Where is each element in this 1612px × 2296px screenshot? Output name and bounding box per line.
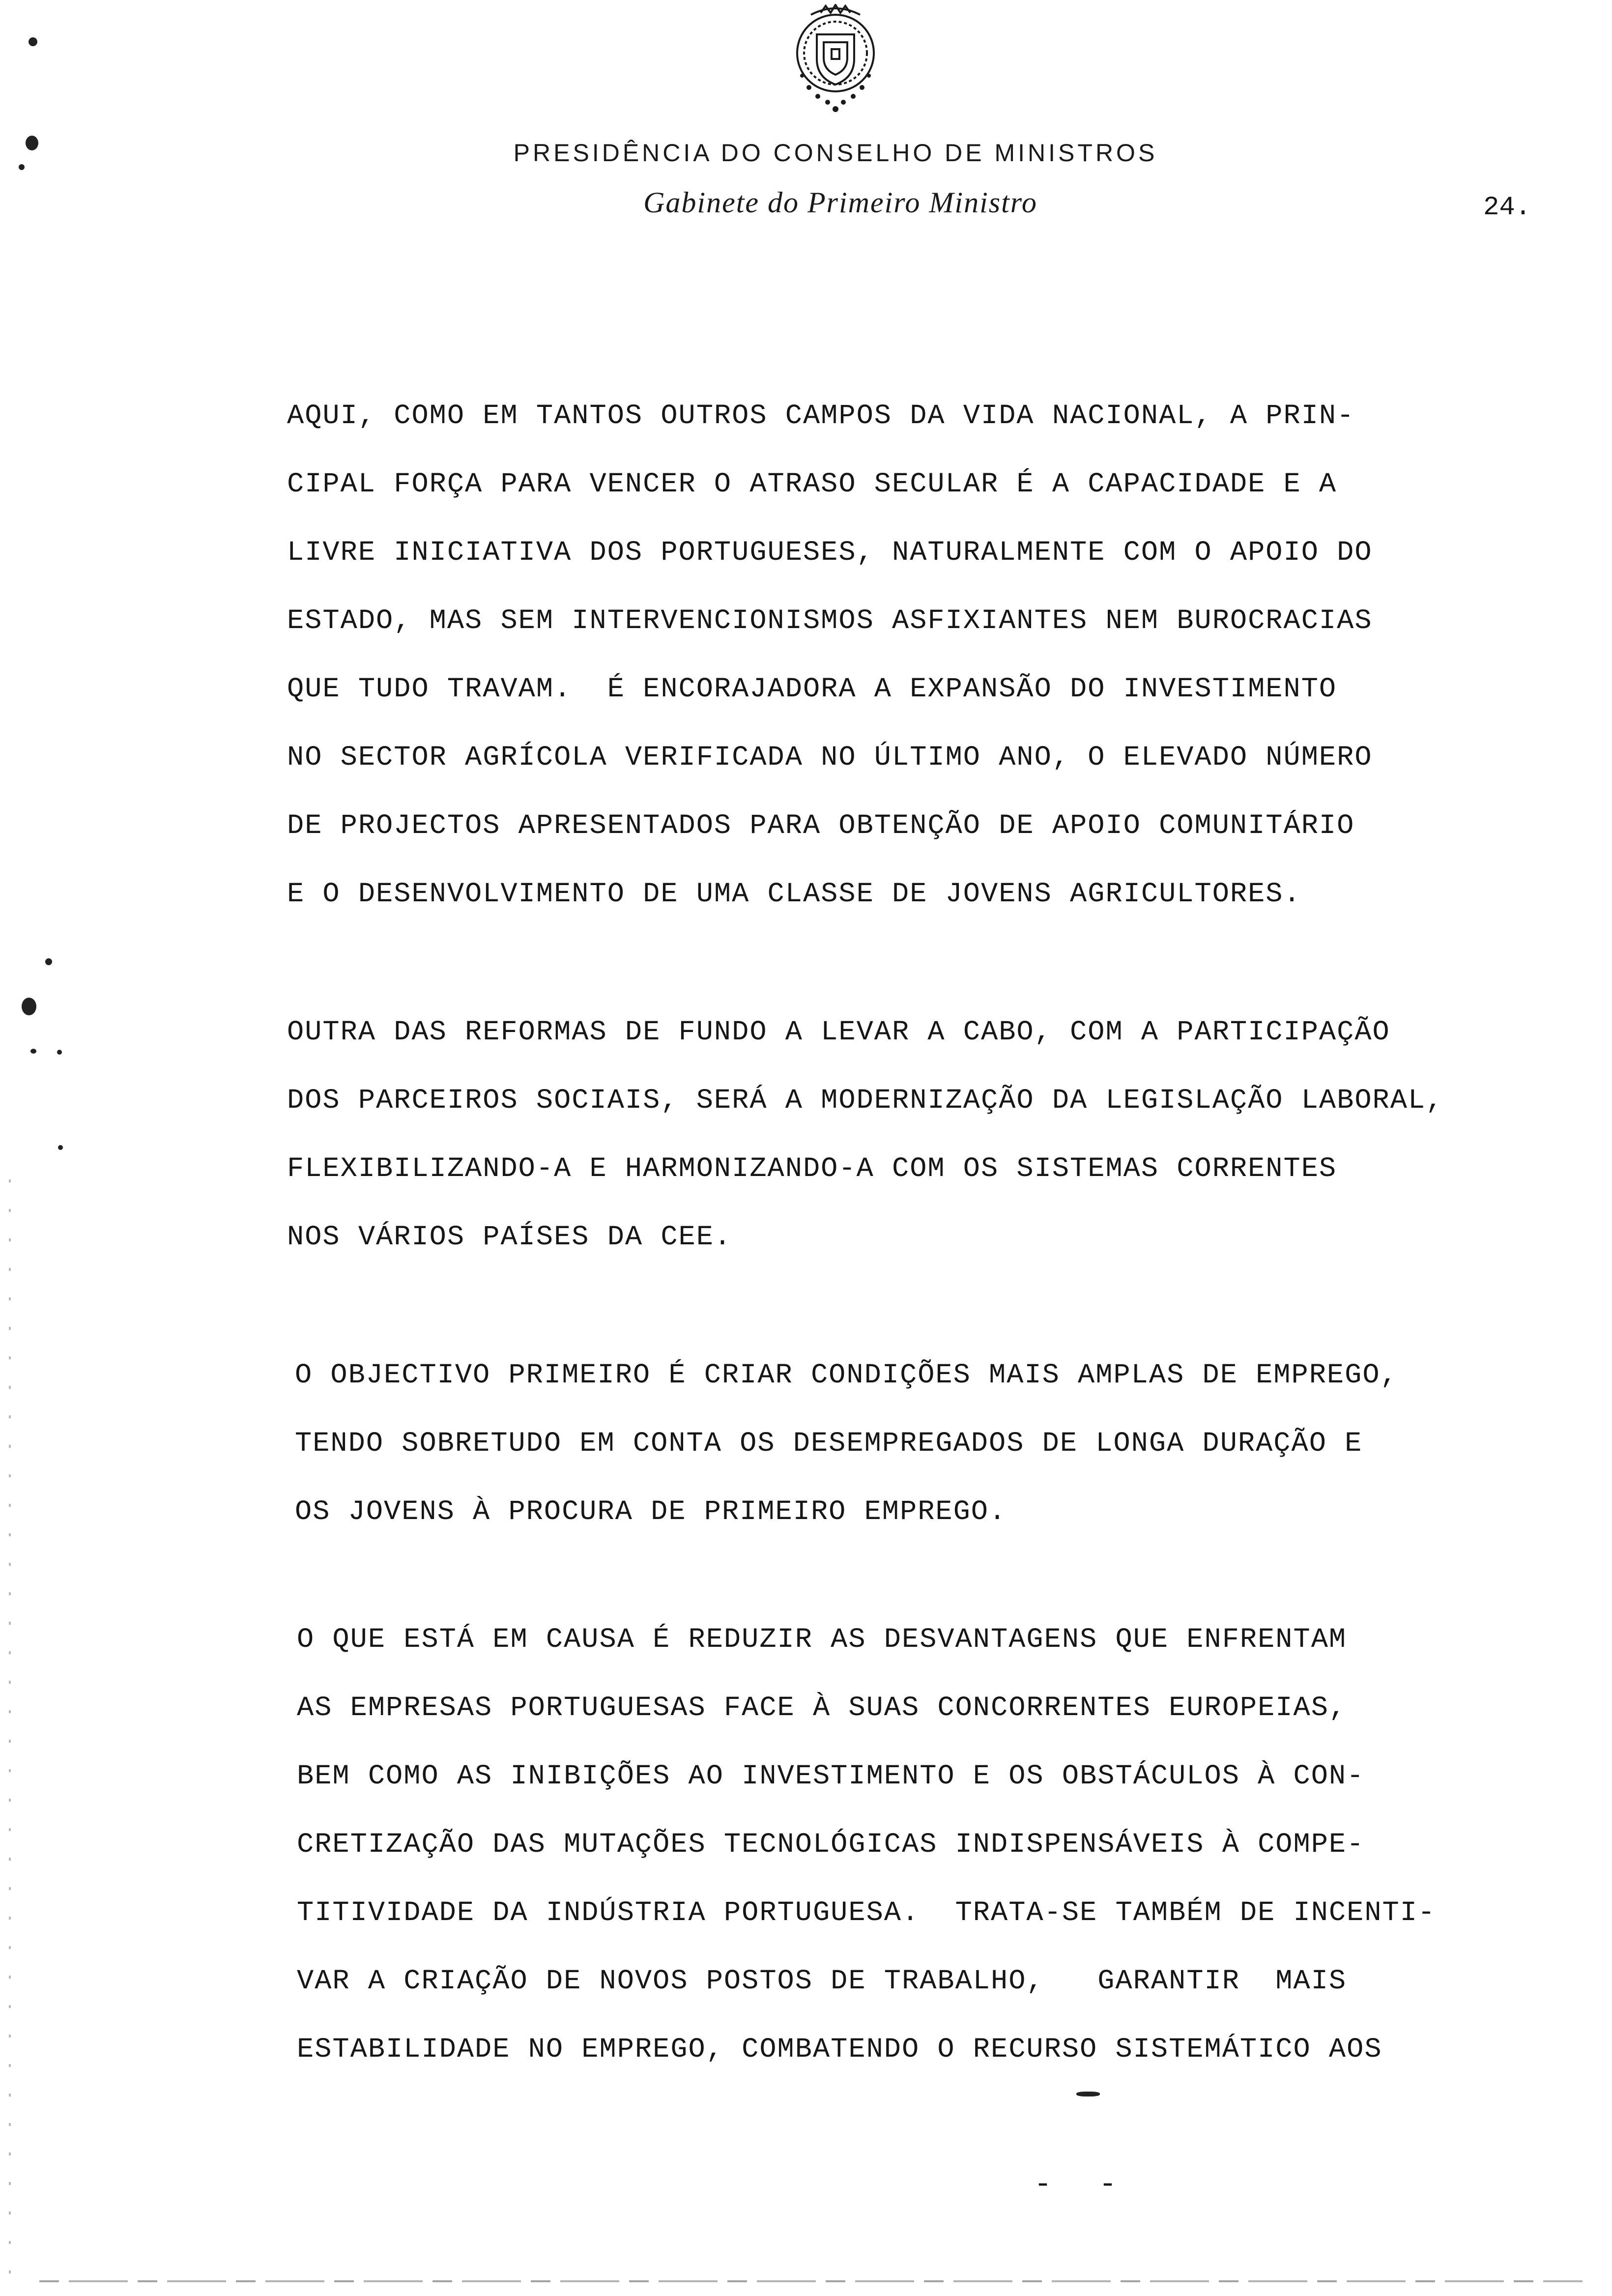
scan-bottom-rule (39, 2280, 1583, 2282)
cabinet-subheading: Gabinete do Primeiro Ministro (643, 186, 1037, 219)
scan-speck (26, 136, 38, 150)
text-line: FLEXIBILIZANDO-A E HARMONIZANDO-A COM OS SISTEMAS CORRENTES (287, 1153, 1337, 1185)
paragraph-employment-objective (295, 1342, 1398, 1547)
text-line: TITIVIDADE DA INDÚSTRIA PORTUGUESA. TRATA-SE TAMBÉM DE INCENTI- (297, 1897, 1436, 1929)
text-line: DE PROJECTOS APRESENTADOS PARA OBTENÇÃO DE APOIO COMUNITÁRIO (287, 810, 1355, 842)
text-line: AS EMPRESAS PORTUGUESAS FACE À SUAS CONCORRENTES EUROPEIAS, (297, 1693, 1347, 1724)
text-line: O QUE ESTÁ EM CAUSA É REDUZIR AS DESVANTAGENS QUE ENFRENTAM (297, 1624, 1347, 1656)
presidency-heading: PRESIDÊNCIA DO CONSELHO DE MINISTROS (513, 139, 1158, 167)
scan-speck (30, 1049, 36, 1054)
text-line: ESTADO, MAS SEM INTERVENCIONISMOS ASFIXIANTES NEM BUROCRACIAS (287, 605, 1373, 637)
scan-speck (58, 1145, 63, 1150)
text-line: OUTRA DAS REFORMAS DE FUNDO A LEVAR A CABO, COM A PARTICIPAÇÃO (287, 1017, 1390, 1048)
text-line: CRETIZAÇÃO DAS MUTAÇÕES TECNOLÓGICAS INDISPENSÁVEIS À COMPE- (297, 1829, 1365, 1861)
text-line: O OBJECTIVO PRIMEIRO É CRIAR CONDIÇÕES MAIS AMPLAS DE EMPREGO, (295, 1360, 1398, 1391)
text-line: CIPAL FORÇA PARA VENCER O ATRASO SECULAR É A CAPACIDADE E A (287, 469, 1337, 500)
text-line: NO SECTOR AGRÍCOLA VERIFICADA NO ÚLTIMO ANO, O ELEVADO NÚMERO (287, 742, 1373, 774)
paragraph-labour-reform (287, 999, 1443, 1272)
scan-speck (29, 37, 37, 46)
text-line: QUE TUDO TRAVAM. É ENCORAJADORA A EXPANSÃO DO INVESTIMENTO (287, 674, 1337, 705)
text-line: AQUI, COMO EM TANTOS OUTROS CAMPOS DA VIDA NACIONAL, A PRIN- (287, 401, 1355, 432)
text-line: LIVRE INICIATIVA DOS PORTUGUESES, NATURALMENTE COM O APOIO DO (287, 537, 1373, 569)
text-line: E O DESENVOLVIMENTO DE UMA CLASSE DE JOVENS AGRICULTORES. (287, 879, 1301, 910)
page-number: 24. (1483, 193, 1531, 223)
text-line: OS JOVENS À PROCURA DE PRIMEIRO EMPREGO. (295, 1496, 1007, 1528)
text-line: TENDO SOBRETUDO EM CONTA OS DESEMPREGADOS DE LONGA DURAÇÃO E (295, 1428, 1363, 1460)
text-line: DOS PARCEIROS SOCIAIS, SERÁ A MODERNIZAÇÃO DA LEGISLAÇÃO LABORAL, (287, 1085, 1444, 1117)
scan-speck (1076, 2092, 1100, 2096)
text-line: NOS VÁRIOS PAÍSES DA CEE. (287, 1222, 732, 1253)
coat-of-arms-icon (777, 4, 894, 122)
scan-speck (22, 998, 36, 1015)
continuation-dashes: - - (1034, 2168, 1132, 2202)
text-line: VAR A CRIAÇÃO DE NOVOS POSTOS DE TRABALHO, GARANTIR MAIS (297, 1966, 1347, 1997)
scan-edge (9, 1179, 11, 2280)
paragraph-agriculture (287, 382, 1373, 929)
scan-speck (19, 164, 25, 170)
scan-speck (57, 1050, 62, 1055)
paragraph-competitiveness (297, 1606, 1436, 2084)
scan-speck (45, 958, 52, 965)
text-line: ESTABILIDADE NO EMPREGO, COMBATENDO O RECURSO SISTEMÁTICO AOS (297, 2034, 1382, 2066)
text-line: BEM COMO AS INIBIÇÕES AO INVESTIMENTO E OS OBSTÁCULOS À CON- (297, 1761, 1365, 1792)
